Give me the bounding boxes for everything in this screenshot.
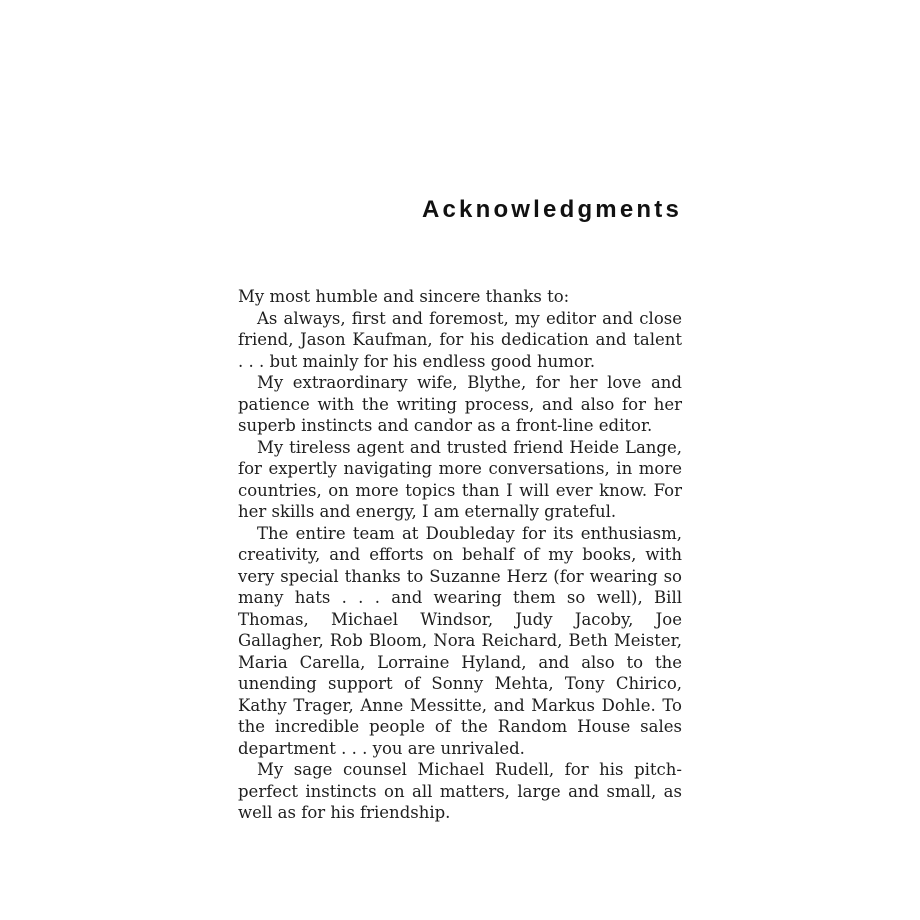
paragraph: My sage counsel Michael Rudell, for his pitch-perfect instincts on all matters, large and small, as well as for his friendship. [238, 760, 682, 822]
paragraph: As always, first and foremost, my editor and close friend, Jason Kaufman, for his dedication and talent . . . but mainly for his endless good humor. [238, 308, 682, 371]
paragraph: My extraordinary wife, Blythe, for her love and patience with the writing process, and also for her superb instincts and candor as a front-line editor. [238, 373, 682, 435]
paragraph: My most humble and sincere thanks to: [238, 287, 570, 306]
acknowledgments-text-block [238, 286, 682, 824]
paragraph: The entire team at Doubleday for its enthusiasm, creativity, and efforts on behalf of my books, with very special thanks to Suzanne Herz (for wearing so many hats . . . and wearing them so well), Bill Thomas, Michael Windsor, Judy Jacoby, Joe Gallagher, Rob Bloom, Nora Reichard, Beth Meister, Maria Carella, Lorraine Hyland, and also to the unending support of Sonny Mehta, Tony Chirico, Kathy Trager, Anne Messitte, and Markus Dohle. To the incredible people of the Random House sales department . . . you are unrivaled. [238, 523, 682, 758]
paragraph: My tireless agent and trusted friend Heide Lange, for expertly navigating more conversations, in more countries, on more topics than I will ever know. For her skills and energy, I am eternally grateful. [238, 437, 682, 521]
page-title: Acknowledgments [421, 196, 682, 223]
